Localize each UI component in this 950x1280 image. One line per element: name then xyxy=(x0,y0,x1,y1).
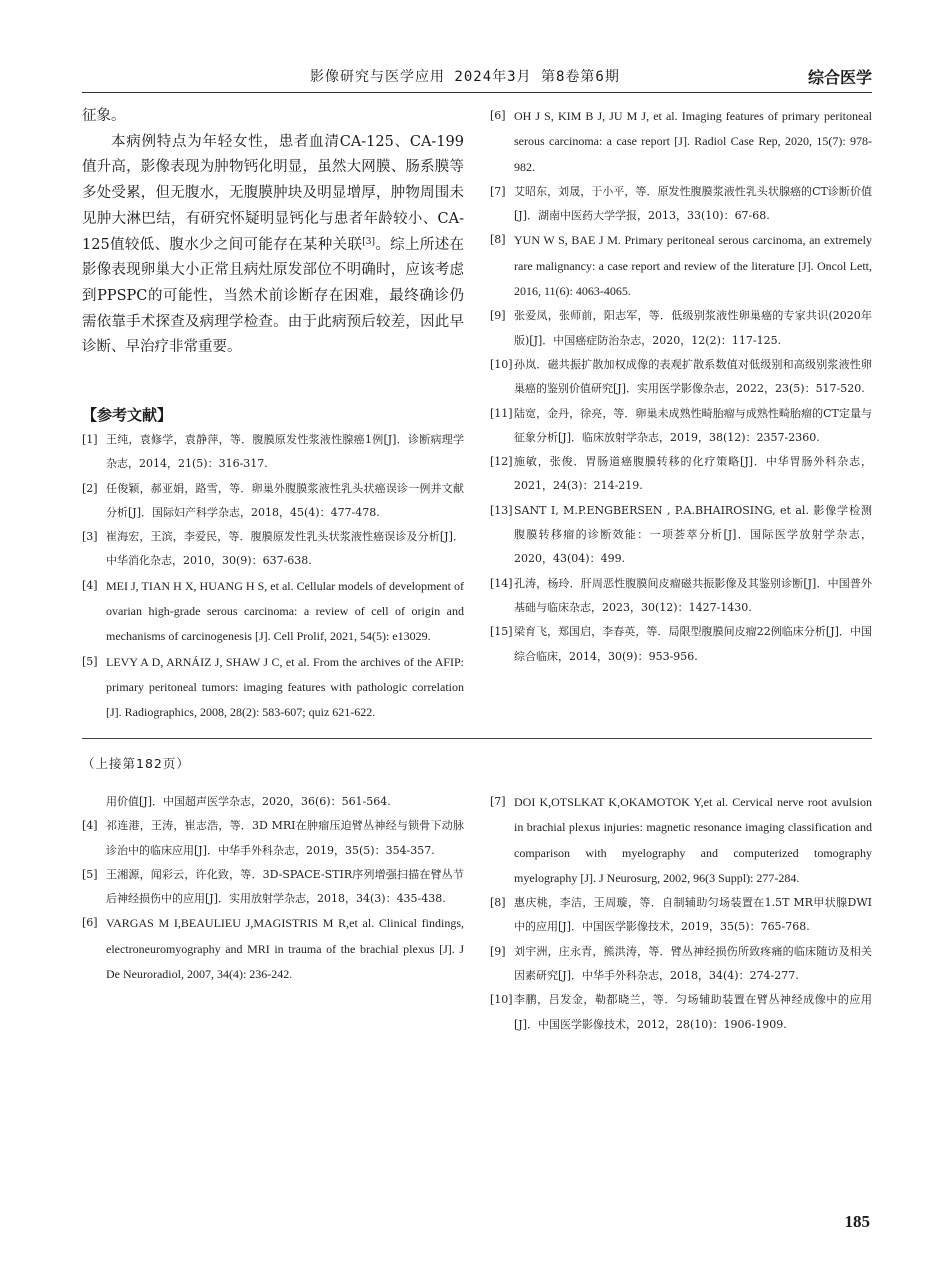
reference-item xyxy=(490,304,872,353)
reference-text: 施敏，张俊．胃肠道癌腹膜转移的化疗策略[J]．中华胃肠外科杂志，2021，24(3)：214-219. xyxy=(514,455,872,493)
reference-text: SANT I, M.P.ENGBERSEN , P.A.BHAIROSING, et al. 影像学检测腹膜转移瘤的诊断效能：一项荟萃分析[J]．国际医学放射学杂志，2020，43(04)：499. xyxy=(514,503,872,566)
body-paragraph xyxy=(82,130,464,361)
reference-number: [10] xyxy=(490,357,513,371)
reference-item xyxy=(82,790,464,814)
running-header xyxy=(82,64,872,90)
reference-text: 孔涛，杨玲．肝周恶性腹膜间皮瘤磁共振影像及其鉴别诊断[J]．中国普外基础与临床杂志，2023，30(12)：1427-1430. xyxy=(514,576,872,614)
reference-number: [1] xyxy=(82,433,98,446)
reference-item xyxy=(490,450,872,499)
reference-item xyxy=(82,428,464,477)
reference-item xyxy=(490,499,872,572)
reference-number: [15] xyxy=(490,625,513,639)
reference-number: [9] xyxy=(490,309,506,323)
reference-text: OH J S, KIM B J, JU M J, et al. Imaging features of primary peritoneal serous carcinoma: a case report [J]. Radiol Case Rep, 2020, 15(7): 978-982. xyxy=(514,109,872,174)
reference-item xyxy=(82,574,464,650)
reference-number: [6] xyxy=(490,109,506,122)
continued-from-label: （上接第182页） xyxy=(82,756,190,771)
reference-item xyxy=(82,477,464,526)
reference-number: [2] xyxy=(82,481,98,495)
reference-number: [3] xyxy=(82,530,98,544)
reference-number: [6] xyxy=(82,916,98,930)
reference-text: 李鹏，吕发金，勒都晓兰，等．匀场辅助装置在臂丛神经成像中的应用[J]．中国医学影像技术，2012，28(10)：1906-1909. xyxy=(514,993,872,1031)
reference-text: 用价值[J]．中国超声医学杂志，2020，36(6)：561-564. xyxy=(106,795,391,808)
reference-list-right xyxy=(490,104,872,669)
paragraph-text-continued: 。综上所述在影像表现卵巢大小正常且病灶原发部位不明确时，应该考虑到PPSPC的可能性，当然术前诊断存在困难，最终确诊仍需依靠手术探查及病理学检查。由于此病预后较差，因此早诊断、早治疗非常重要。 xyxy=(82,236,464,356)
reference-text: 梁育飞，郑国启，李春英，等．局限型腹膜间皮瘤22例临床分析[J]．中国综合临床，2014，30(9)：953-956. xyxy=(514,625,872,663)
reference-text: 艾昭东，刘晟，于小平，等．原发性腹膜浆液性乳头状腺癌的CT诊断价值[J]．湖南中医药大学学报，2013，33(10)：67-68. xyxy=(514,184,872,223)
article-body-text xyxy=(82,104,464,361)
references-heading: 【参考文献】 xyxy=(82,406,173,424)
reference-item xyxy=(82,650,464,726)
reference-text: 惠庆桃，李洁，王周璇，等．自制辅助匀场装置在1.5T MR甲状腺DWI中的应用[J]．中国医学影像技术，2019，35(5)：765-768. xyxy=(514,896,872,934)
reference-item xyxy=(490,620,872,669)
journal-issue-title: 影像研究与医学应用 2024年3月 第8卷第6期 xyxy=(310,69,620,85)
reference-number: [5] xyxy=(82,654,98,668)
reference-list-left xyxy=(82,428,464,726)
reference-item xyxy=(82,911,464,987)
reference-text: 崔海宏，王滨，李爱民，等．腹膜原发性乳头状浆液性癌误诊及分析[J]．中华消化杂志，2010，30(9)：637-638. xyxy=(106,530,464,568)
reference-item xyxy=(490,104,872,180)
section-separator xyxy=(82,738,872,739)
reference-text: VARGAS M I,BEAULIEU J,MAGISTRIS M R,et al. Clinical findings, electroneuromyography and MRI in trauma of the brachial plexus [J]. J De Neuroradiol, 2007, 34(4): 236-242. xyxy=(106,916,464,982)
reference-number: [7] xyxy=(490,795,506,808)
reference-number: [8] xyxy=(490,233,506,247)
reference-text: 王纯，袁修学，袁静萍，等．腹膜原发性浆液性腺癌1例[J]．诊断病理学杂志，2014，21(5)：316-317. xyxy=(106,433,464,471)
page-number: 185 xyxy=(844,1212,870,1231)
reference-text: 王湘源，闻彩云，许化致，等．3D-SPACE-STIR序列增强扫描在臂丛节后神经损伤中的应用[J]．实用放射学杂志，2018，34(3)：435-438. xyxy=(106,867,464,906)
reference-number: [8] xyxy=(490,896,506,910)
reference-text: 刘宇洲，庄永青，熊洪涛，等．臂丛神经损伤所致疼痛的临床随访及相关因素研究[J]．中华手外科杂志，2018，34(4)：274-277. xyxy=(514,944,872,983)
header-rule xyxy=(82,92,872,93)
reference-item xyxy=(490,353,872,402)
reference-item xyxy=(82,525,464,574)
section-name: 综合医学 xyxy=(807,68,872,87)
reference-item xyxy=(490,891,872,940)
reference-item xyxy=(490,180,872,229)
reference-number: [9] xyxy=(490,944,506,958)
reference-text: LEVY A D, ARNÁIZ J, SHAW J C, et al. From the archives of the AFIP: primary peritoneal tumors: imaging features with pathologic correlation [J]. Radiographics, 2008, 28(2): 583-607; quiz 621-622. xyxy=(106,654,464,720)
citation-superscript[interactable]: [3] xyxy=(362,236,375,247)
continued-reference-list-left xyxy=(82,790,464,987)
reference-number: [10] xyxy=(490,993,513,1007)
continued-reference-list-right xyxy=(490,790,872,1037)
reference-number: [14] xyxy=(490,576,513,590)
reference-number: [12] xyxy=(490,455,513,469)
reference-text: YUN W S, BAE J M. Primary peritoneal serous carcinoma, an extremely rare malignancy: a case report and review of the literature [J]. Oncol Lett, 2016, 11(6): 4063-4065. xyxy=(514,233,872,299)
reference-text: MEI J, TIAN H X, HUANG H S, et al. Cellular models of development of ovarian high-grade serous carcinoma: a review of cell of origin and mechanisms of carcinogenesis [J]. Cell Prolif, 2021, 54(5): e13029. xyxy=(106,578,464,644)
paragraph-text: 本病例特点为年轻女性，患者血清CA-125、CA-199值升高，影像表现为肿物钙化明显，虽然大网膜、肠系膜等多处受累，但无腹水，无腹膜肿块及明显增厚，肿物周围未见肿大淋巴结，有研究怀疑明显钙化与患者年龄较小、CA-125值较低、腹水少之间可能存在某种关联 xyxy=(82,133,464,253)
reference-text: 祁连港，王涛，崔志浩，等．3D MRI在肿瘤压迫臂丛神经与锁骨下动脉诊治中的临床应用[J]．中华手外科杂志，2019，35(5)：354-357. xyxy=(106,819,464,857)
reference-number: [11] xyxy=(490,406,513,420)
reference-number: [4] xyxy=(82,578,98,592)
reference-item xyxy=(490,940,872,989)
reference-text: 任俊颖，郝亚娟，路雪，等．卵巢外腹膜浆液性乳头状癌误诊一例并文献分析[J]．国际妇产科学杂志，2018，45(4)：477-478. xyxy=(106,481,464,519)
reference-item xyxy=(490,228,872,304)
reference-item xyxy=(490,790,872,891)
reference-item xyxy=(490,988,872,1037)
reference-number: [5] xyxy=(82,867,98,881)
reference-text: 陆宽，金丹，徐亮，等．卵巢未成熟性畸胎瘤与成熟性畸胎瘤的CT定量与征象分析[J]．临床放射学杂志，2019，38(12)：2357-2360. xyxy=(514,406,872,444)
reference-item xyxy=(82,863,464,912)
reference-text: 孙岚．磁共振扩散加权成像的表观扩散系数值对低级别和高级别浆液性卵巢癌的鉴别价值研究[J]．实用医学影像杂志，2022，23(5)：517-520. xyxy=(514,357,872,396)
reference-item xyxy=(490,572,872,621)
paragraph-text: 征象。 xyxy=(82,108,126,124)
reference-text: 张爱凤，张师前，阳志军，等．低级别浆液性卵巢癌的专家共识(2020年版)[J]．中国癌症防治杂志，2020，12(2)：117-125. xyxy=(514,309,872,347)
reference-text: DOI K,OTSLKAT K,OKAMOTOK Y,et al. Cervical nerve root avulsion in brachial plexus injuries: magnetic resonance imaging classification and comparison with myelography and computerized tomography myelography [J]. J Neurosurg, 2002, 96(3 Suppl): 277-284. xyxy=(514,795,872,885)
reference-item xyxy=(82,814,464,863)
reference-number: [4] xyxy=(82,819,98,833)
reference-number: [7] xyxy=(490,184,506,198)
reference-number: [13] xyxy=(490,503,513,517)
body-paragraph xyxy=(82,104,464,130)
reference-item xyxy=(490,402,872,451)
